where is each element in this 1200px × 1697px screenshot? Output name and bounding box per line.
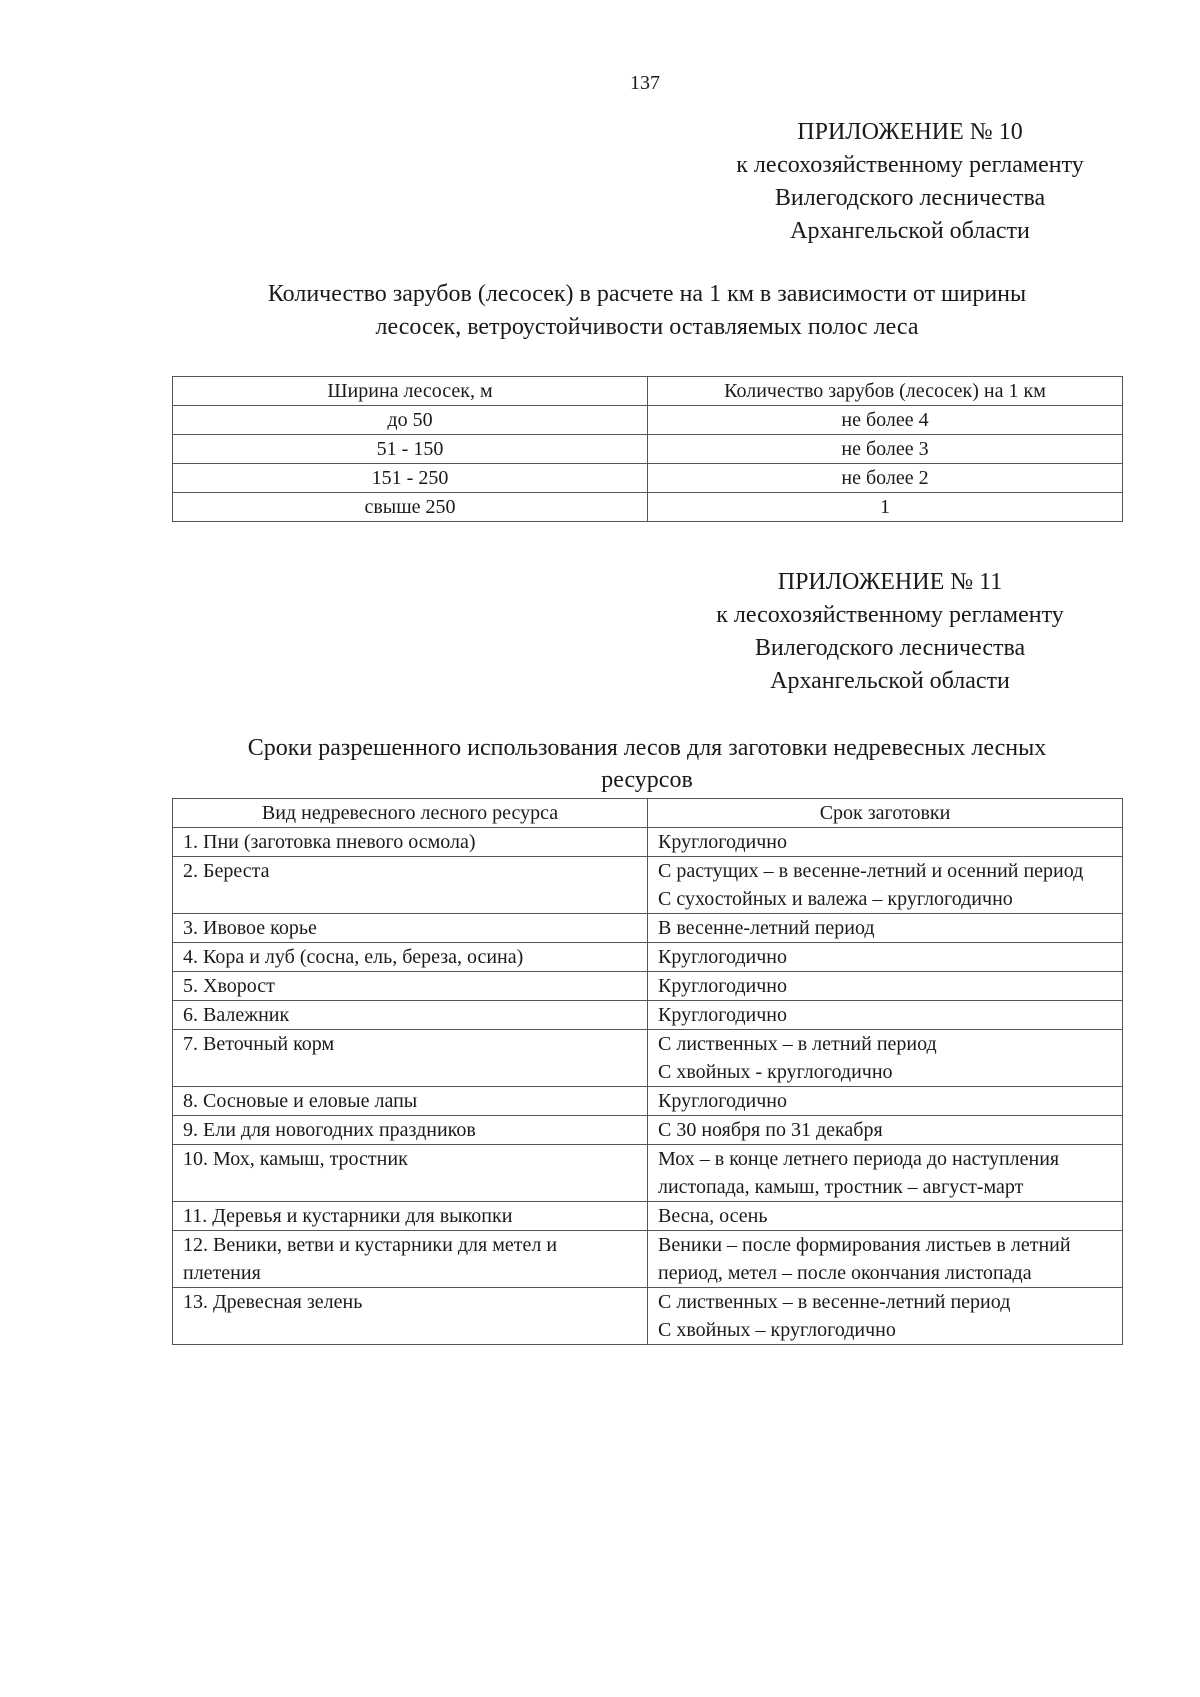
table-1-header-width: Ширина лесосек, м — [173, 377, 648, 406]
appendix-11-line-2: Вилегодского лесничества — [754, 635, 1026, 661]
period-cell — [648, 1288, 1123, 1345]
resource-cell: 8. Сосновые и еловые лапы — [173, 1087, 648, 1116]
table-row — [173, 435, 1123, 464]
table-header-row — [173, 799, 1123, 828]
resource-cell: 10. Мох, камыш, тростник — [173, 1145, 648, 1202]
count-cell: не более 2 — [648, 464, 1123, 493]
count-cell: не более 4 — [648, 406, 1123, 435]
table-row — [173, 1202, 1123, 1231]
period-line: В весенне-летний период — [658, 917, 875, 939]
period-line: С растущих – в весенне-летний и осенний период — [658, 860, 1084, 882]
period-cell — [648, 1145, 1123, 1202]
period-cell — [648, 1202, 1123, 1231]
table-row — [173, 943, 1123, 972]
period-line: Круглогодично — [658, 946, 788, 968]
appendix-10-line-1: к лесохозяйственному регламенту — [736, 152, 1084, 178]
table-row — [173, 1231, 1123, 1288]
table-2-header-period: Срок заготовки — [648, 799, 1123, 828]
period-line: Круглогодично — [658, 831, 788, 853]
resource-cell: 6. Валежник — [173, 1001, 648, 1030]
period-cell — [648, 1030, 1123, 1087]
count-cell: не более 3 — [648, 435, 1123, 464]
appendix-10-line-3: Архангельской области — [790, 218, 1030, 244]
period-line: С 30 ноября по 31 декабря — [658, 1119, 883, 1141]
period-cell — [648, 972, 1123, 1001]
period-line: Круглогодично — [658, 1004, 788, 1026]
appendix-10-title: ПРИЛОЖЕНИЕ № 10 — [797, 119, 1023, 145]
period-cell — [648, 1116, 1123, 1145]
table-2-caption-line-2: ресурсов — [601, 767, 693, 793]
count-cell: 1 — [648, 493, 1123, 522]
table-row — [173, 1145, 1123, 1202]
appendix-11-title: ПРИЛОЖЕНИЕ № 11 — [777, 569, 1003, 595]
period-line: С хвойных - круглогодично — [658, 1061, 893, 1083]
table-2-caption-line-1: Сроки разрешенного использования лесов для заготовки недревесных лесных — [247, 735, 1047, 761]
period-cell — [648, 828, 1123, 857]
table-row — [173, 1116, 1123, 1145]
resource-cell: 7. Веточный корм — [173, 1030, 648, 1087]
period-cell — [648, 1231, 1123, 1288]
period-line: С лиственных – в летний период — [658, 1033, 937, 1055]
period-cell — [648, 1001, 1123, 1030]
appendix-11-header — [670, 566, 1110, 698]
table-row — [173, 857, 1123, 914]
period-line: С лиственных – в весенне-летний период — [658, 1291, 1011, 1313]
appendix-11-line-3: Архангельской области — [770, 668, 1010, 694]
table-1-caption-line-2: лесосек, ветроустойчивости оставляемых полос леса — [375, 314, 919, 340]
period-line: Веники – после формирования листьев в летний период, метел – после окончания листопада — [658, 1234, 1071, 1284]
cutting-areas-table — [172, 376, 1123, 522]
table-row — [173, 1288, 1123, 1345]
table-row — [173, 1001, 1123, 1030]
width-cell: 51 - 150 — [173, 435, 648, 464]
period-cell — [648, 857, 1123, 914]
table-row — [173, 1087, 1123, 1116]
period-line: Мох – в конце летнего периода до наступления листопада, камыш, тростник – август-март — [658, 1148, 1060, 1198]
table-1-caption-line-1: Количество зарубов (лесосек) в расчете на 1 км в зависимости от ширины — [267, 281, 1027, 307]
table-row — [173, 406, 1123, 435]
non-timber-resources-table — [172, 798, 1123, 1345]
resource-cell: 2. Береста — [173, 857, 648, 914]
period-cell — [648, 943, 1123, 972]
table-row — [173, 1030, 1123, 1087]
appendix-10-line-2: Вилегодского лесничества — [774, 185, 1046, 211]
period-line: Весна, осень — [658, 1205, 768, 1227]
table-row — [173, 972, 1123, 1001]
page-number: 137 — [630, 72, 660, 94]
width-cell: до 50 — [173, 406, 648, 435]
period-line: С сухостойных и валежа – круглогодично — [658, 888, 1013, 910]
resource-cell: 9. Ели для новогодних праздников — [173, 1116, 648, 1145]
resource-cell: 13. Древесная зелень — [173, 1288, 648, 1345]
table-1-header-count: Количество зарубов (лесосек) на 1 км — [648, 377, 1123, 406]
period-cell — [648, 914, 1123, 943]
table-row — [173, 464, 1123, 493]
resource-cell: 1. Пни (заготовка пневого осмола) — [173, 828, 648, 857]
period-line: С хвойных – круглогодично — [658, 1319, 896, 1341]
period-line: Круглогодично — [658, 1090, 788, 1112]
table-2-caption — [172, 732, 1122, 796]
appendix-11-line-1: к лесохозяйственному регламенту — [716, 602, 1064, 628]
table-row — [173, 828, 1123, 857]
appendix-10-header — [690, 116, 1130, 248]
table-1-caption — [172, 278, 1122, 344]
width-cell: свыше 250 — [173, 493, 648, 522]
table-2-header-resource: Вид недревесного лесного ресурса — [173, 799, 648, 828]
resource-cell: 5. Хворост — [173, 972, 648, 1001]
period-cell — [648, 1087, 1123, 1116]
resource-cell: 11. Деревья и кустарники для выкопки — [173, 1202, 648, 1231]
width-cell: 151 - 250 — [173, 464, 648, 493]
table-row — [173, 914, 1123, 943]
resource-cell: 4. Кора и луб (сосна, ель, береза, осина) — [173, 943, 648, 972]
table-row — [173, 493, 1123, 522]
resource-cell: 12. Веники, ветви и кустарники для метел и плетения — [173, 1231, 648, 1288]
period-line: Круглогодично — [658, 975, 788, 997]
table-header-row — [173, 377, 1123, 406]
resource-cell: 3. Ивовое корье — [173, 914, 648, 943]
